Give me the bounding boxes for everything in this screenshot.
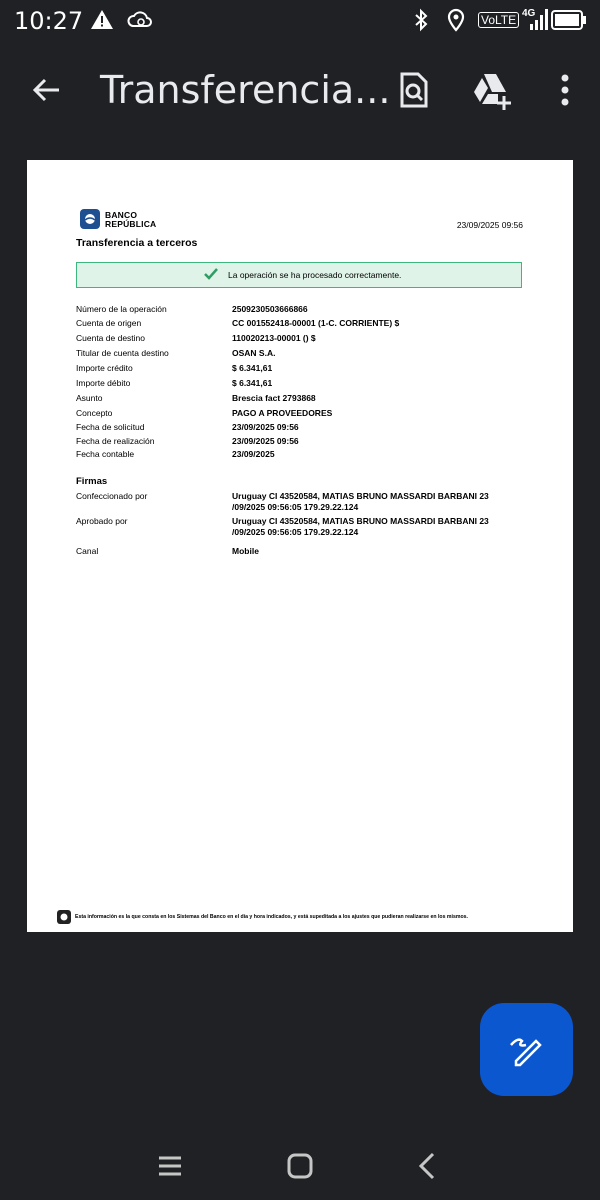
field-value: 23/09/2025 [232,449,275,459]
field-row [76,408,536,420]
field-value: $ 6.341,61 [232,378,273,388]
signature-row [76,491,536,515]
checkmark-icon [203,266,219,287]
field-value: $ 6.341,61 [232,363,273,373]
bank-name-line1: BANCO [105,210,138,220]
field-row [76,393,536,405]
add-to-drive-icon[interactable] [470,68,514,112]
signature-value: Mobile [232,546,259,556]
field-row [76,449,536,461]
volte-badge [478,11,519,29]
field-value: Brescia fact 2793868 [232,393,316,403]
field-row [76,363,536,375]
field-label: Asunto [76,393,103,403]
edit-annotate-icon [508,1031,546,1069]
annotate-fab[interactable] [480,1003,573,1096]
footer-text: Esta información es la que consta en los Sistemas del Banco en el día y hora indicados, y está supeditada a los ajustes que pudieran realizarse en los mismos. [75,914,468,920]
success-message: La operación se ha procesado correctamente. [228,270,402,280]
volte-label: VoLTE [478,12,519,28]
field-row [76,422,536,434]
home-icon[interactable] [280,1146,320,1186]
signatures-heading: Firmas [76,476,108,487]
field-label: Importe crédito [76,363,133,373]
success-banner [76,262,522,288]
field-row [76,348,536,360]
page-title: Transferencia... [100,68,391,112]
footer-logo-icon [57,910,71,929]
bank-name-line2: REPÚBLICA [105,219,157,229]
bank-name [105,211,156,229]
bluetooth-icon [412,8,432,37]
field-label: Fecha contable [76,449,135,459]
recents-icon[interactable] [150,1146,190,1186]
field-row [76,333,536,345]
document-page[interactable] [27,160,573,932]
field-value: 23/09/2025 09:56 [232,436,299,446]
battery-icon [551,10,587,35]
location-icon [446,8,466,37]
field-value: 2509230503666866 [232,304,308,314]
field-value: 110020213-00001 () $ [232,333,316,343]
signature-label: Aprobado por [76,516,128,526]
back-icon[interactable] [408,1146,448,1186]
field-value: OSAN S.A. [232,348,276,358]
cloud-sync-icon [126,8,152,37]
signature-row [76,546,536,570]
field-label: Importe débito [76,378,131,388]
bank-logo [80,209,157,234]
field-row [76,318,536,330]
field-row [76,378,536,390]
signature-row [76,516,536,540]
document-footer [57,910,547,926]
system-nav-bar [0,1130,600,1200]
signature-value: Uruguay CI 43520584, MATIAS BRUNO MASSARDI BARBANI 23 /09/2025 09:56:05 179.29.22.124 [232,516,489,537]
field-value: CC 001552418-00001 (1-C. CORRIENTE) $ [232,318,400,328]
field-label: Número de la operación [76,304,167,314]
signal-icon [516,6,550,37]
field-row [76,304,536,316]
status-bar [0,0,600,40]
network-type: 4G [522,8,536,19]
warning-icon [90,8,114,37]
more-vert-icon[interactable] [543,68,587,112]
signature-value: Uruguay CI 43520584, MATIAS BRUNO MASSARDI BARBANI 23 /09/2025 09:56:05 179.29.22.124 [232,491,489,512]
document-datetime: 23/09/2025 09:56 [456,220,523,230]
search-doc-icon[interactable] [392,68,436,112]
field-row [76,436,536,448]
document-title: Transferencia a terceros [76,237,198,249]
signature-label: Confeccionado por [76,491,148,501]
field-label: Concepto [76,408,113,418]
back-arrow-icon[interactable] [25,68,69,112]
field-label: Cuenta de origen [76,318,142,328]
field-label: Cuenta de destino [76,333,145,343]
field-label: Fecha de solicitud [76,422,145,432]
field-label: Titular de cuenta destino [76,348,169,358]
signature-label: Canal [76,546,99,556]
field-value: 23/09/2025 09:56 [232,422,299,432]
field-label: Fecha de realización [76,436,155,446]
field-value: PAGO A PROVEEDORES [232,408,333,418]
app-bar [0,50,600,130]
status-time: 10:27 [14,7,84,35]
